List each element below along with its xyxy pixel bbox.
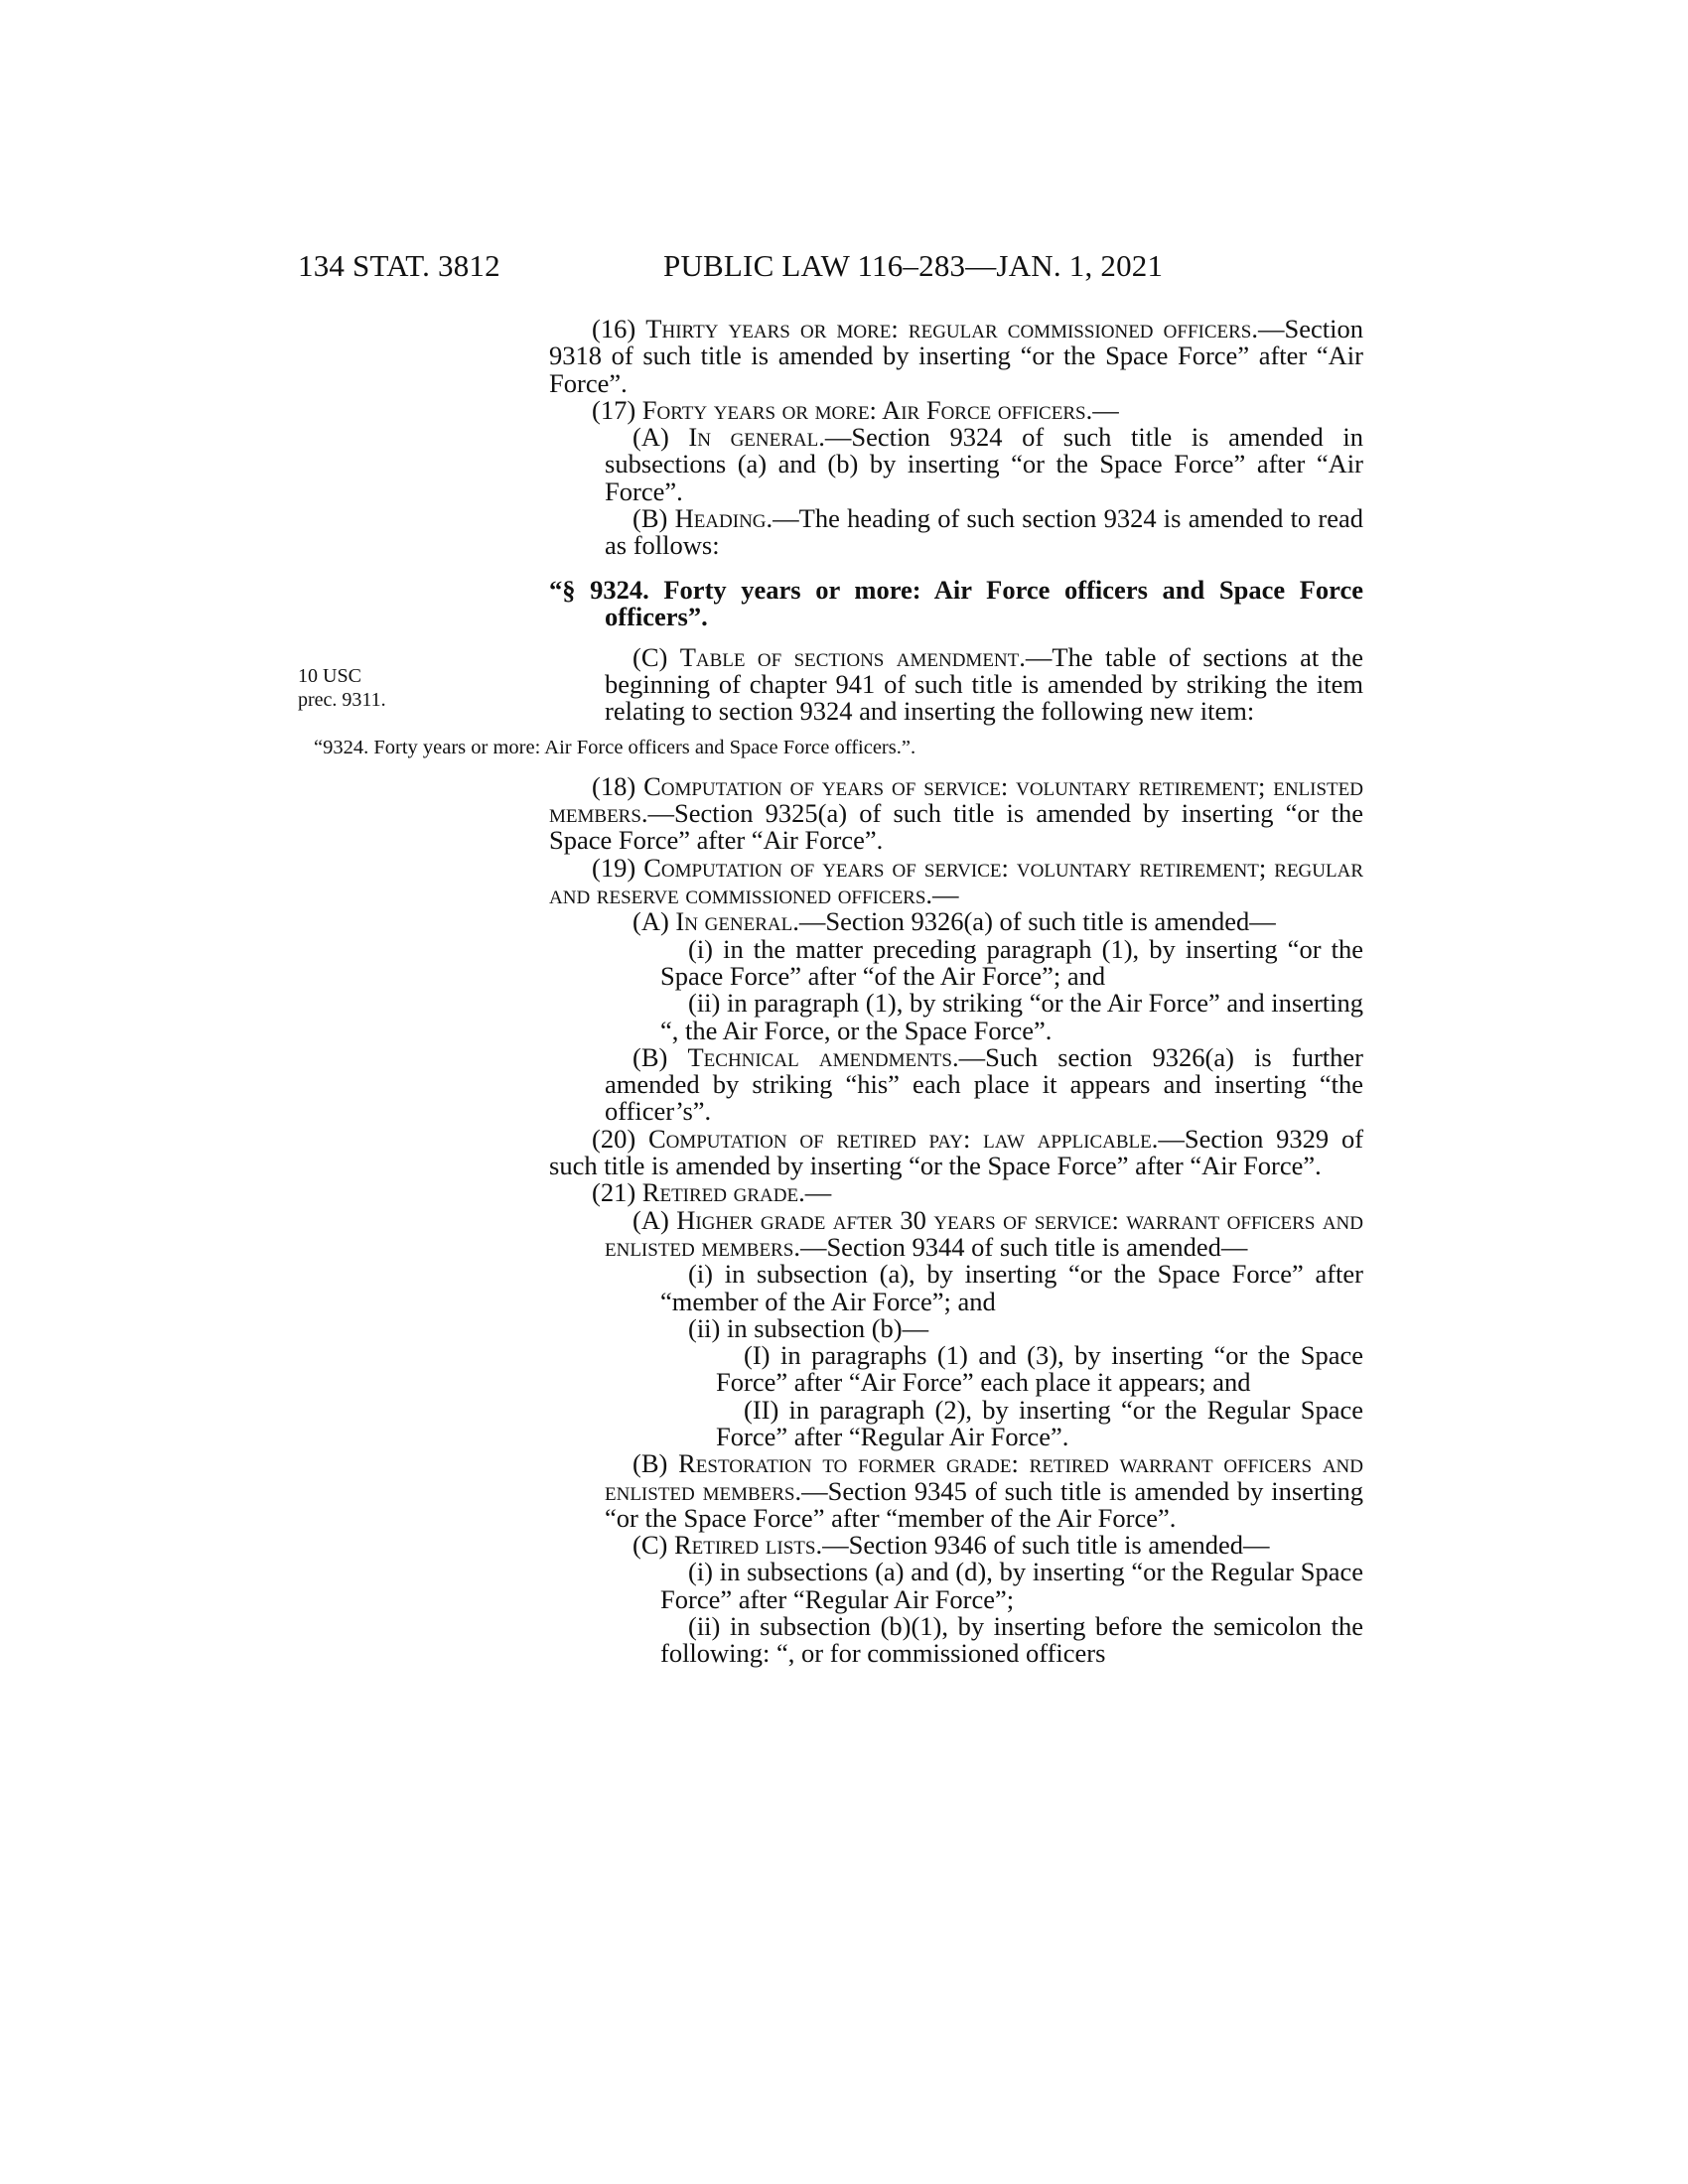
margin-note-line: 10 USC <box>298 665 361 687</box>
clause-19a-ii: (ii) in paragraph (1), by striking “or the Air Force” and inserting “, the Air Force, or the Space Force”. <box>660 988 1363 1045</box>
clause-21c-ii: (ii) in subsection (b)(1), by inserting before the semicolon the following: “, or for commissioned officers <box>660 1611 1363 1669</box>
page-title: PUBLIC LAW 116–283—JAN. 1, 2021 <box>663 248 1164 283</box>
subparagraph-19a: (A) In general.—Section 9326(a) of such title is amended— <box>633 906 1276 937</box>
subparagraph-21c: (C) Retired lists.—Section 9346 of such title is amended— <box>633 1530 1270 1561</box>
subparagraph-21b: (B) Restoration to former grade: retired warrant officers and enlisted members.—Section 9345 of such title is amended by inserting “or the Space Force” after “member of the Air Force”. <box>605 1448 1364 1533</box>
paragraph-16: (16) Thirty years or more: regular commissioned officers.—Section 9318 of such title is amended by inserting “or the Space Force” after “Air Force”. <box>549 314 1363 398</box>
stat-page-reference: 134 STAT. 3812 <box>298 248 500 283</box>
subparagraph-17c: (C) Table of sections amendment.—The table of sections at the beginning of chapter 941 of such title is amended by striking the item relating to section 9324 and inserting the following new item: <box>605 641 1363 727</box>
paragraph-19: (19) Computation of years of service: voluntary retirement; regular and reserve commissioned officers.— <box>549 852 1363 910</box>
subclause-21a-ii-II: (II) in paragraph (2), by inserting “or the Regular Space Force” after “Regular Air Force”. <box>716 1394 1363 1451</box>
subclause-21a-ii-I: (I) in paragraphs (1) and (3), by inserting “or the Space Force” after “Air Force” each place it appears; and <box>716 1340 1363 1398</box>
paragraph-21: (21) Retired grade.— <box>592 1177 832 1208</box>
paragraph-17: (17) Forty years or more: Air Force officers.— <box>592 394 1119 425</box>
margin-note-line: prec. 9311. <box>298 689 386 711</box>
paragraph-18: (18) Computation of years of service: voluntary retirement; enlisted members.—Section 9325(a) of such title is amended by inserting “or the Space Force” after “Air Force”. <box>549 770 1363 856</box>
paragraph-20: (20) Computation of retired pay: law applicable.—Section 9329 of such title is amended by inserting “or the Space Force” after “Air Force”. <box>549 1123 1364 1181</box>
table-of-sections-item: “9324. Forty years or more: Air Force officers and Space Force officers.”. <box>314 736 916 758</box>
clause-21c-i: (i) in subsections (a) and (d), by inserting “or the Regular Space Force” after “Regular Air Force”; <box>660 1557 1363 1614</box>
subparagraph-17a: (A) In general.—Section 9324 of such title is amended in subsections (a) and (b) by inserting “or the Space Force” after “Air Force”. <box>605 422 1363 506</box>
margin-note <box>298 664 386 712</box>
subparagraph-21a: (A) Higher grade after 30 years of service: warrant officers and enlisted members.—Section 9344 of such title is amended— <box>605 1204 1363 1262</box>
clause-19a-i: (i) in the matter preceding paragraph (1), by inserting “or the Space Force” after “of the Air Force”; and <box>660 933 1363 991</box>
clause-21a-ii: (ii) in subsection (b)— <box>688 1312 929 1343</box>
clause-21a-i: (i) in subsection (a), by inserting “or the Space Force” after “member of the Air Force”; and <box>660 1259 1363 1316</box>
subparagraph-19b: (B) Technical amendments.—Such section 9326(a) is further amended by striking “his” each place it appears and inserting “the officer’s”. <box>605 1041 1364 1127</box>
section-heading-9324: “§ 9324. Forty years or more: Air Force officers and Space Force officers”. <box>549 574 1363 631</box>
subparagraph-17b: (B) Heading.—The heading of such section 9324 is amended to read as follows: <box>605 503 1363 561</box>
